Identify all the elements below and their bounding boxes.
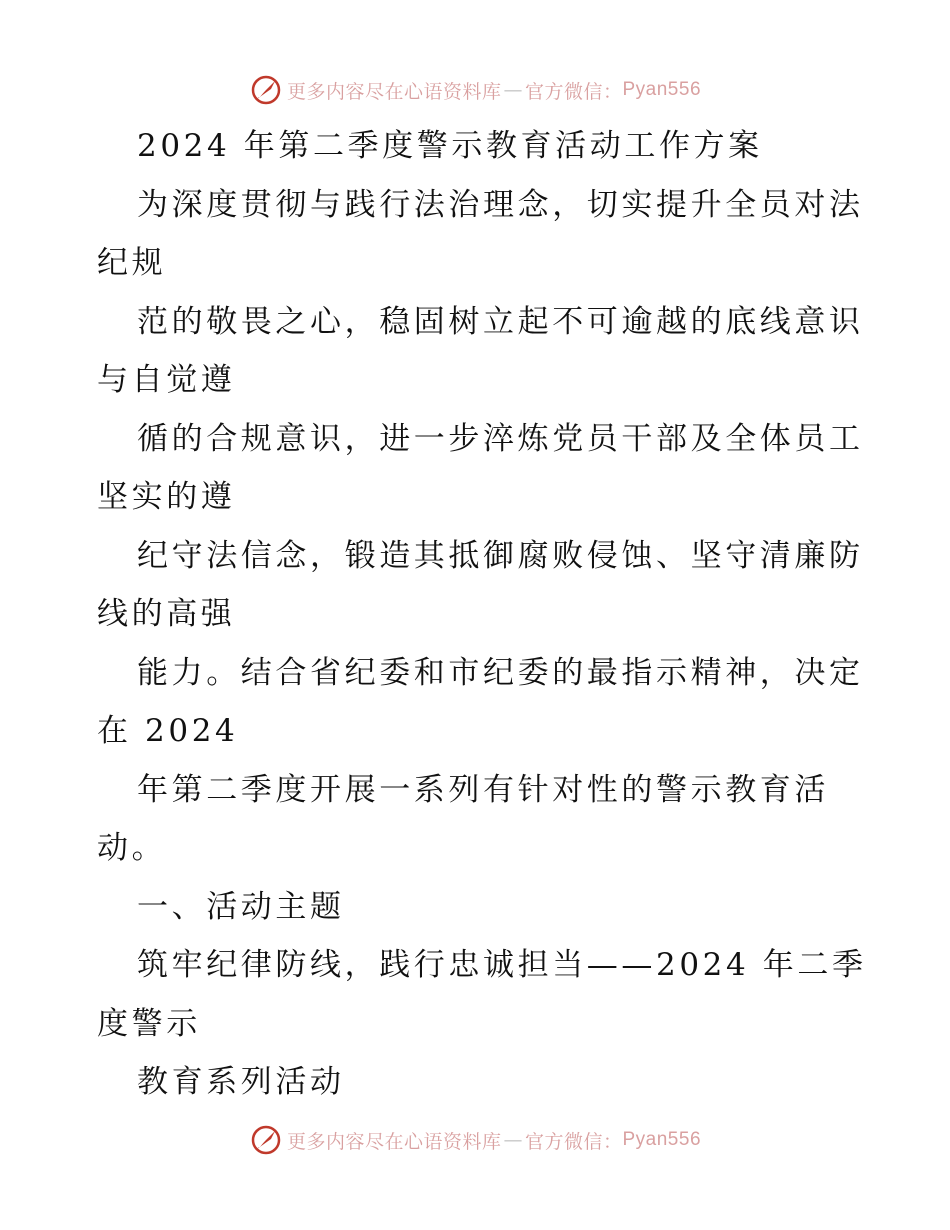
paragraph-line: 与自觉遵 xyxy=(97,362,236,398)
watermark-dash: — xyxy=(503,79,523,101)
paragraph-line: 教育系列活动 xyxy=(137,1064,345,1100)
paragraph-line: 循的合规意识，进一步淬炼党员干部及全体员工 xyxy=(137,421,864,457)
watermark-wechat-label: 官方微信： xyxy=(524,1130,623,1153)
paragraph-line: 能力。结合省纪委和市纪委的最指示精神，决定 xyxy=(137,655,864,691)
paragraph-line: 坚实的遵 xyxy=(97,479,236,515)
watermark-wechat-label: 官方微信： xyxy=(524,80,623,103)
paragraph-line: 范的敬畏之心，稳固树立起不可逾越的底线意识 xyxy=(137,304,864,340)
document-title: 2024 年第二季度警示教育活动工作方案 xyxy=(137,128,763,164)
paragraph-line: 在 2024 xyxy=(97,713,239,749)
footer-watermark xyxy=(0,1120,950,1160)
watermark-text: 更多内容尽在心语资料库 xyxy=(286,1130,502,1153)
paragraph-line: 为深度贯彻与践行法治理念，切实提升全员对法 xyxy=(137,187,864,223)
section-heading: 一、活动主题 xyxy=(137,889,345,925)
paragraph-line: 筑牢纪律防线，践行忠诚担当——2024 年二季 xyxy=(137,947,867,983)
quill-logo-icon xyxy=(249,1123,283,1157)
paragraph-line: 年第二季度开展一系列有针对性的警示教育活 xyxy=(137,772,829,808)
paragraph-line: 动。 xyxy=(97,830,167,866)
watermark-wechat-id: Pyan556 xyxy=(622,1129,702,1150)
paragraph-line: 纪守法信念，锻造其抵御腐败侵蚀、坚守清廉防 xyxy=(137,538,864,574)
paragraph-line: 线的高强 xyxy=(97,596,236,632)
watermark-wechat-id: Pyan556 xyxy=(622,79,702,100)
paragraph-line: 纪规 xyxy=(97,245,167,281)
watermark-dash: — xyxy=(503,1129,523,1151)
watermark-text: 更多内容尽在心语资料库 xyxy=(286,80,502,103)
paragraph-line: 度警示 xyxy=(97,1006,201,1042)
